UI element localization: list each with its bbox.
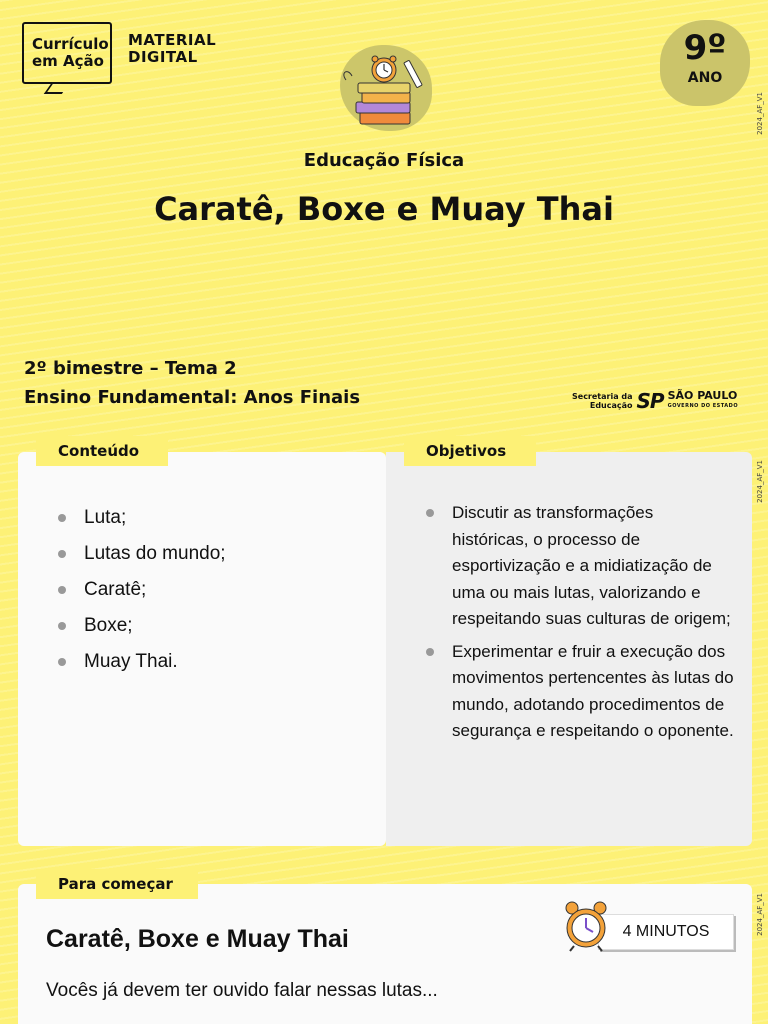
- list-item: Experimentar e fruir a execução dos movimentos pertencentes às lutas do mundo, adotando procedimentos de segurança e respeitando o oponente.: [424, 639, 734, 745]
- duration-badge: 4 MINUTOS: [598, 914, 734, 950]
- digital-line: DIGITAL: [128, 48, 198, 66]
- list-item: Muay Thai.: [56, 644, 376, 680]
- start-text: Vocês já devem ter ouvido falar nessas lutas...: [46, 980, 438, 1001]
- list-item: Lutas do mundo;: [56, 536, 376, 572]
- curriculo-em-acao-logo: [22, 22, 112, 84]
- gov-line-1: SÃO PAULO: [667, 389, 738, 402]
- secretaria-line-1: Secretaria da: [572, 392, 633, 401]
- secretaria-text: [572, 392, 633, 410]
- grade-label: ANO: [687, 70, 723, 86]
- start-card: [18, 884, 752, 1024]
- side-code-2: 2024_AF_V1: [756, 460, 764, 503]
- side-code-1: 2024_AF_V1: [756, 92, 764, 135]
- logo-line-2: em Ação: [32, 52, 104, 70]
- sp-mark: SP: [636, 389, 664, 413]
- material-line: MATERIAL: [128, 31, 217, 49]
- books-clock-pencil-icon: [338, 50, 434, 134]
- start-title: Caratê, Boxe e Muay Thai: [46, 925, 349, 953]
- side-code-3: 2024_AF_V1: [756, 893, 764, 936]
- page-title: Caratê, Boxe e Muay Thai: [154, 190, 614, 228]
- subject: Educação Física: [303, 150, 465, 171]
- grade-badge: [660, 20, 750, 106]
- list-item: Discutir as transformações históricas, o processo de esportivização e a midiatização de uma ou mais lutas, valorizando e respeitando suas culturas de origem;: [424, 500, 734, 633]
- speech-tail-icon: [44, 82, 70, 94]
- list-item: Boxe;: [56, 608, 376, 644]
- education-level: Ensino Fundamental: Anos Finais: [24, 387, 361, 408]
- secretaria-line-2: Educação: [589, 401, 633, 410]
- material-digital-logo: [128, 32, 216, 66]
- bimester-theme: 2º bimestre – Tema 2: [24, 358, 237, 379]
- list-item: Luta;: [56, 500, 376, 536]
- start-tag: Para começar: [36, 869, 198, 899]
- list-item: Caratê;: [56, 572, 376, 608]
- grade-number: 9º: [683, 28, 727, 68]
- objectives-list: [424, 500, 734, 751]
- sp-government-logo: [572, 389, 738, 413]
- logo-line-1: Currículo: [32, 35, 109, 53]
- content-list: [56, 500, 376, 680]
- alarm-clock-icon: [562, 900, 610, 952]
- gov-text: [668, 390, 738, 412]
- content-tag: Conteúdo: [36, 436, 168, 466]
- gov-line-2: GOVERNO DO ESTADO: [667, 403, 739, 409]
- objectives-tag: Objetivos: [404, 436, 536, 466]
